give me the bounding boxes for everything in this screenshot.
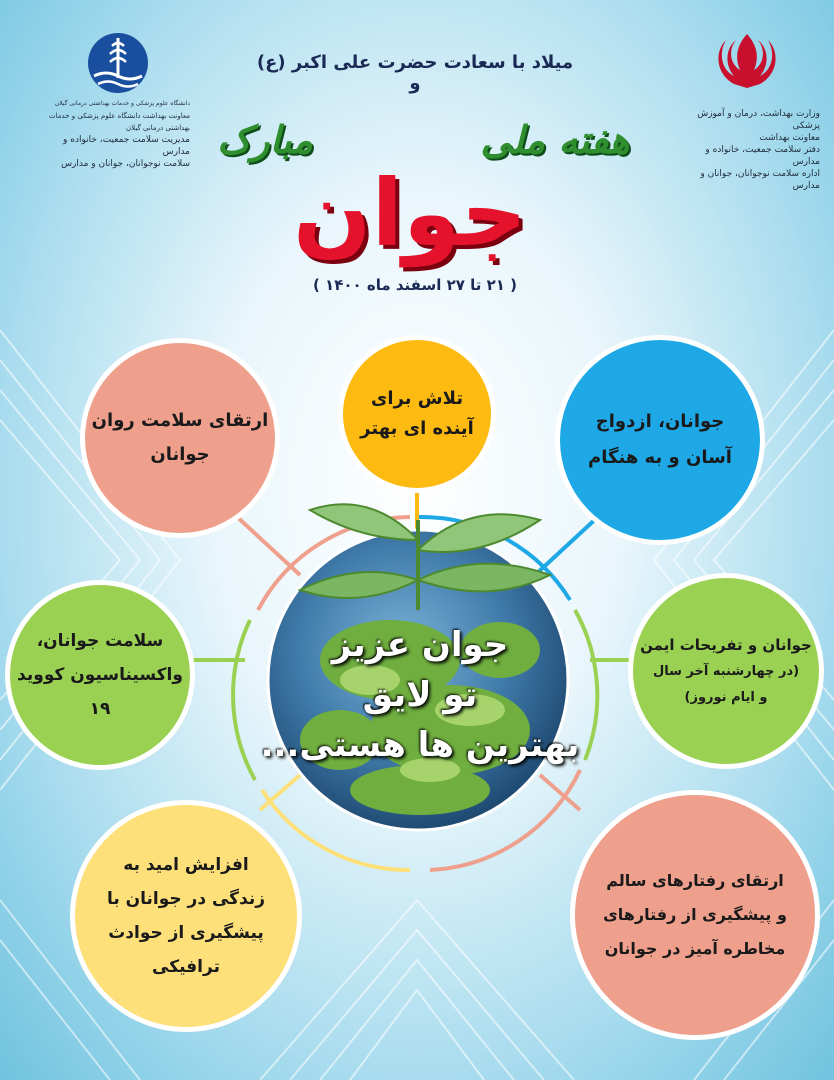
circle-healthy-behaviors-text: ارتقای رفتارهای سالم و پیشگیری از رفتارهای مخاطره آمیز در جوانان xyxy=(603,871,787,958)
main-title: جوان xyxy=(292,160,528,267)
circle-safe-recreation-text: جوانان و تفریحات ایمن xyxy=(640,636,812,654)
occasion-text: میلاد با سعادت حضرت علی اکبر (ع) و xyxy=(256,52,574,94)
circle-traffic-accidents-text: افزایش امید به زندگی در جوانان با پیشگیری از حوادث ترافیکی xyxy=(106,855,266,977)
circle-marriage xyxy=(555,335,765,545)
left-emblem-line: مدیریت سلامت جمعیت، خانواده و مدارس xyxy=(63,135,190,157)
left-emblem-line: سلامت نوجوانان، جوانان و مدارس xyxy=(61,159,190,169)
circle-safe-recreation-subtext: (در چهارشنبه آخر سال و ایام نوروز) xyxy=(652,664,800,705)
circle-marriage-text: جوانان، ازدواج آسان و به هنگام xyxy=(588,411,732,468)
circle-traffic-accidents xyxy=(70,800,302,1032)
circle-covid-vaccination-text: سلامت جوانان، واکسیناسیون کووید ۱۹ xyxy=(17,631,183,719)
circle-mental-health xyxy=(80,338,280,538)
circle-mental-health-text: ارتقای سلامت روان جوانان xyxy=(91,410,269,465)
circle-better-future-text: تلاش برای آینده ای بهتر xyxy=(360,388,474,439)
right-emblem-line: دفتر سلامت جمعیت، خانواده و مدارس xyxy=(705,145,820,167)
circle-safe-recreation xyxy=(628,573,824,769)
circle-better-future xyxy=(338,335,496,493)
left-emblem-line: معاونت بهداشت دانشگاه علوم پزشکی و خدمات بهداشتی درمانی گیلان xyxy=(49,112,190,132)
right-emblem-line: وزارت بهداشت، درمان و آموزش پزشکی xyxy=(697,109,820,131)
circle-covid-vaccination xyxy=(5,580,195,770)
right-emblem-line: معاونت بهداشت xyxy=(759,133,820,143)
center-message: جوان عزیز تو لایق بهترین ها هستی... xyxy=(260,625,580,765)
dates-text: ( ۲۱ تا ۲۷ اسفند ماه ۱۴۰۰ ) xyxy=(312,276,518,294)
mubarak-title: مبارک xyxy=(217,118,313,162)
right-emblem-line: اداره سلامت نوجوانان، جوانان و مدارس xyxy=(700,169,820,191)
circle-healthy-behaviors xyxy=(570,790,820,1040)
week-title: هفته ملی xyxy=(480,118,630,162)
left-emblem-line: دانشگاه علوم پزشکی و خدمات بهداشتی درمانی گیلان xyxy=(54,100,190,107)
